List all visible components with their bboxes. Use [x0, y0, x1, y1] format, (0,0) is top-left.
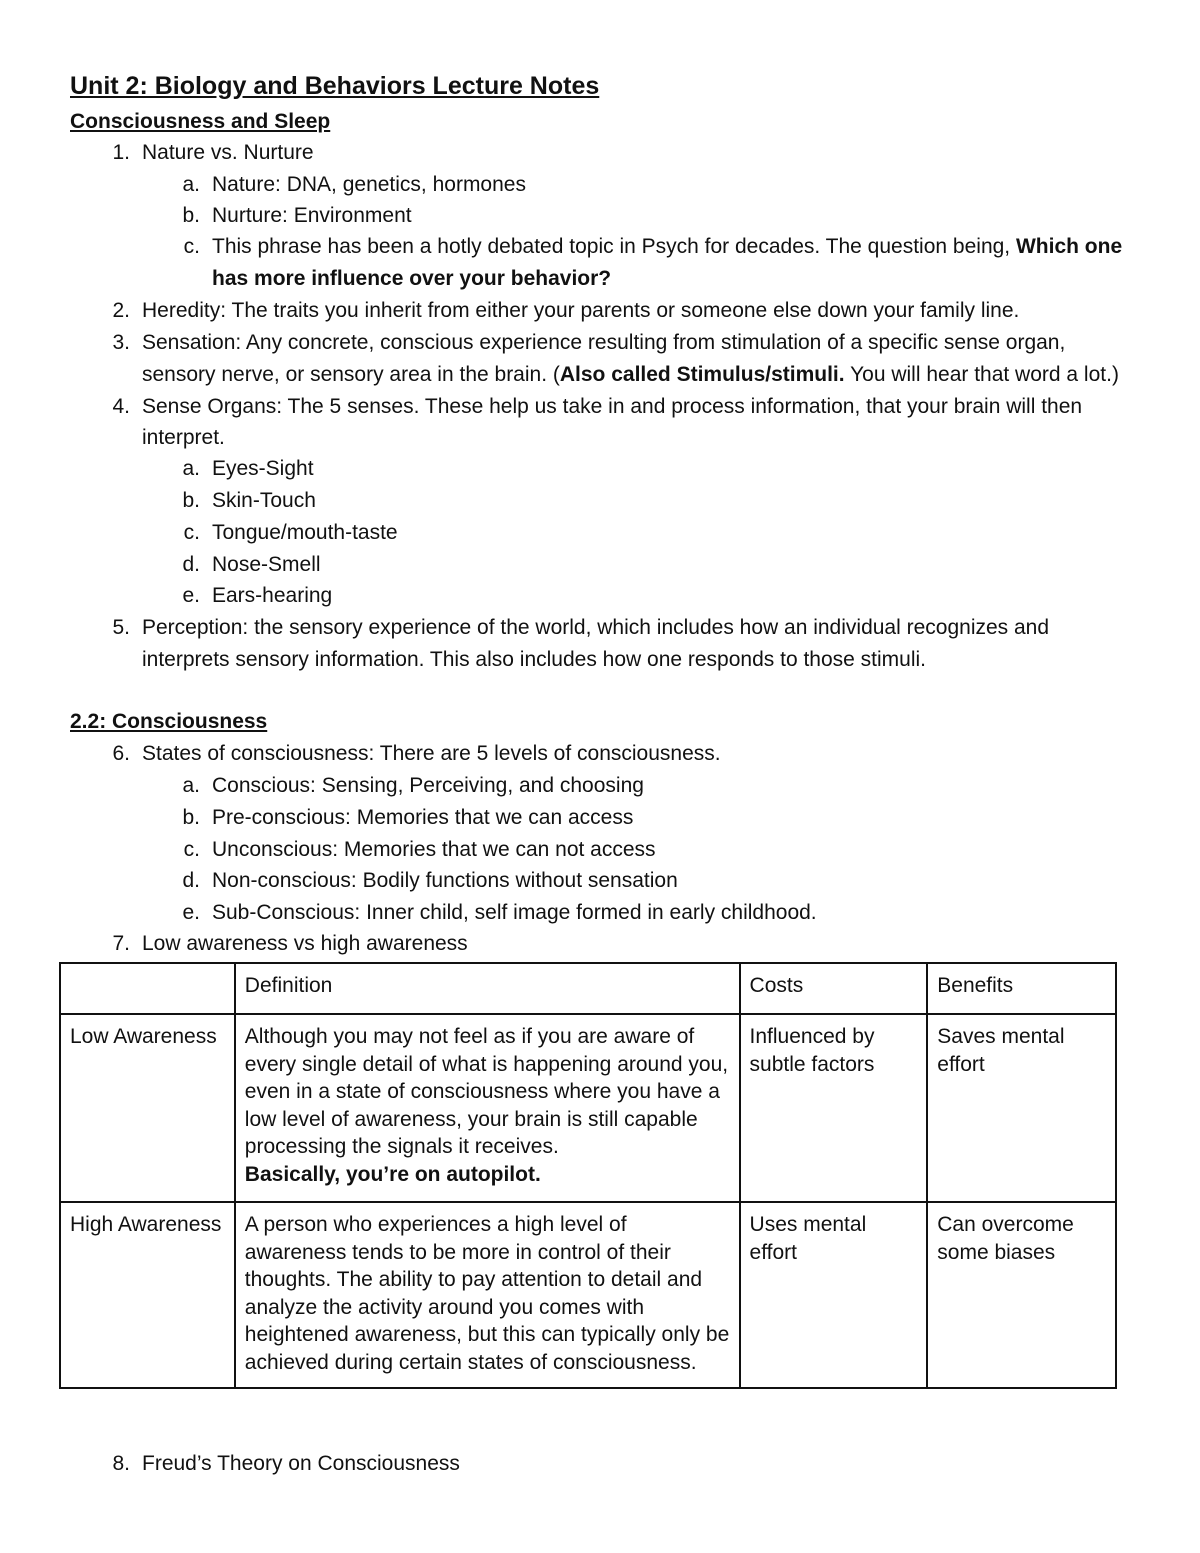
- list-text: interprets sensory information. This also includes how one responds to those stimuli.: [142, 648, 927, 671]
- list-text: interpret.: [142, 426, 225, 449]
- list-text: Eyes-Sight: [212, 457, 314, 480]
- list-text: Skin-Touch: [212, 489, 316, 512]
- definition-bold-text: Basically, you’re on autopilot.: [244, 1162, 541, 1186]
- list-text: Low awareness vs high awareness: [142, 932, 468, 955]
- list-text: Nurture: Environment: [212, 204, 412, 227]
- list-number: 6.: [112, 742, 130, 765]
- bold-text: Also called Stimulus/stimuli.: [559, 363, 845, 386]
- awareness-table: [59, 962, 1117, 1389]
- costs-cell: Uses mental effort: [740, 1202, 928, 1388]
- table-header-cell: Definition: [235, 963, 740, 1014]
- bold-text: has more influence over your behavior?: [212, 267, 612, 290]
- row-label: High Awareness: [60, 1202, 235, 1388]
- table-header-cell: [60, 963, 235, 1014]
- list-letter: b.: [182, 806, 200, 829]
- list-text: Pre-conscious: Memories that we can access: [212, 806, 634, 829]
- list-text: Nature vs. Nurture: [142, 141, 314, 164]
- list-letter: d.: [182, 869, 200, 892]
- bold-text: Which one: [1015, 235, 1123, 258]
- list-number: 8.: [112, 1452, 130, 1475]
- table-header-cell: Benefits: [927, 963, 1116, 1014]
- definition-cell: [235, 1014, 740, 1202]
- list-text: Nose-Smell: [212, 553, 321, 576]
- list-text: Sub-Conscious: Inner child, self image formed in early childhood.: [212, 901, 817, 924]
- list-text: Sense Organs: The 5 senses. These help us take in and process information, that your brain will then: [142, 395, 1083, 418]
- list-letter: e.: [182, 901, 200, 924]
- list-letter: c.: [183, 235, 200, 258]
- page-title: Unit 2: Biology and Behaviors Lecture Notes: [70, 72, 600, 100]
- definition-text: Although you may not feel as if you are aware of every single detail of what is happening around you, even in a state of consciousness where you have a low level of awareness, your brain is still capable processing the signals it receives.: [244, 1025, 729, 1158]
- list-text: Sensation: Any concrete, conscious experience resulting from stimulation of a specific sense organ,: [142, 331, 1066, 354]
- definition-cell: A person who experiences a high level of awareness tends to be more in control of their thoughts. The ability to pay attention to detail and analyze the activity around you comes with heightened awareness, but this can typically only be achieved during certain states of consciousness.: [235, 1202, 740, 1388]
- list-letter: b.: [182, 204, 200, 227]
- list-letter: b.: [182, 489, 200, 512]
- section-heading-consciousness: 2.2: Consciousness: [70, 710, 268, 733]
- benefits-cell: Saves mental effort: [927, 1014, 1116, 1202]
- table-row-low-awareness: [60, 1014, 1116, 1202]
- table-header-cell: Costs: [740, 963, 928, 1014]
- list-letter: a.: [182, 457, 200, 480]
- list-number: 1.: [112, 141, 130, 164]
- list-text: This phrase has been a hotly debated topic in Psych for decades. The question being,: [212, 235, 1016, 258]
- list-number: 4.: [112, 395, 130, 418]
- list-letter: e.: [182, 584, 200, 607]
- list-number: 2.: [112, 299, 130, 322]
- benefits-cell: Can overcome some biases: [927, 1202, 1116, 1388]
- list-text: Conscious: Sensing, Perceiving, and choosing: [212, 774, 644, 797]
- list-text: Unconscious: Memories that we can not access: [212, 838, 656, 861]
- table-header-row: [60, 963, 1116, 1014]
- list-letter: d.: [182, 553, 200, 576]
- list-text: States of consciousness: There are 5 levels of consciousness.: [142, 742, 721, 765]
- list-text: Nature: DNA, genetics, hormones: [212, 173, 526, 196]
- list-text: Perception: the sensory experience of the world, which includes how an individual recognizes and: [142, 616, 1050, 639]
- list-text: You will hear that word a lot.): [844, 363, 1119, 386]
- list-number: 5.: [112, 616, 130, 639]
- costs-cell: Influenced by subtle factors: [740, 1014, 928, 1202]
- list-letter: a.: [182, 173, 200, 196]
- list-text: Freud’s Theory on Consciousness: [142, 1452, 460, 1475]
- list-letter: c.: [183, 838, 200, 861]
- list-number: 7.: [112, 932, 130, 955]
- section-heading-consciousness-sleep: Consciousness and Sleep: [70, 110, 331, 133]
- row-label: Low Awareness: [60, 1014, 235, 1202]
- list-text: Tongue/mouth-taste: [212, 521, 398, 544]
- list-number: 3.: [112, 331, 130, 354]
- list-letter: c.: [183, 521, 200, 544]
- list-text: sensory nerve, or sensory area in the brain. (: [142, 363, 560, 386]
- table-row-high-awareness: [60, 1202, 1116, 1388]
- list-text: Heredity: The traits you inherit from either your parents or someone else down your family line.: [142, 299, 1020, 322]
- list-text: Non-conscious: Bodily functions without sensation: [212, 869, 678, 892]
- list-letter: a.: [182, 774, 200, 797]
- list-text: Ears-hearing: [212, 584, 333, 607]
